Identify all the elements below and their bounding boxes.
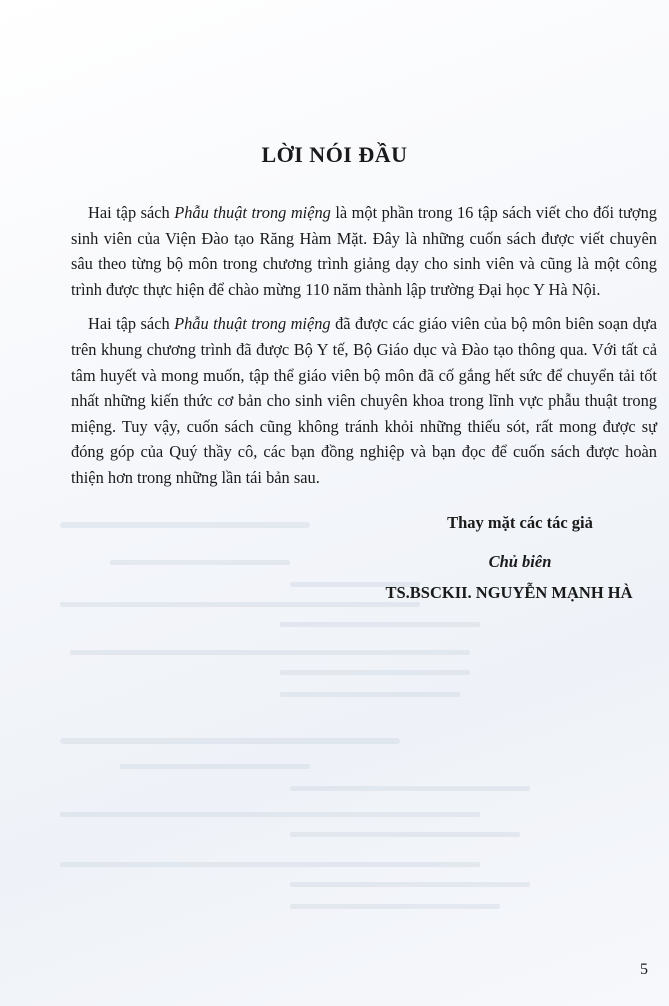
signature-name: TS.BSCKII. NGUYỄN MẠNH HÀ: [385, 583, 633, 602]
paragraph-2-text-start: Hai tập sách: [88, 314, 175, 334]
paragraph-1: [71, 200, 657, 302]
page-number: 5: [640, 961, 648, 978]
paragraph-2-book-title: Phẫu thuật trong miệng: [174, 314, 331, 334]
paragraph-2-text-end: đã được các giáo viên của bộ môn biên soạn dựa trên khung chương trình đã được Bộ Y tế, Bộ Giáo dục và Đào tạo thông qua. Với tất cả tâm huyết và mong muốn, tập thể giáo viên bộ môn đã cố gắng hết sức để chuyển tải tốt nhất những kiến thức cơ bản cho sinh viên chuyên khoa trong lĩnh vực phẫu thuật trong miệng. Tuy vậy, cuốn sách cũng không tránh khỏi những thiếu sót, rất mong được sự đóng góp của Quý thầy cô, các bạn đồng nghiệp và bạn đọc để cuốn sách được hoàn thiện hơn trong những lần tái bản sau.: [71, 314, 657, 487]
paragraph-1-text-end: là một phần trong 16 tập sách viết cho đối tượng sinh viên của Viện Đào tạo Răng Hàm Mặt. Đây là những cuốn sách được viết chuyên sâu theo từng bộ môn trong chương trình giảng dạy cho sinh viên và cũng là một công trình được thực hiện để chào mừng 110 năm thành lập trường Đại học Y Hà Nội.: [71, 203, 657, 299]
page-title: LỜI NÓI ĐẦU: [261, 142, 408, 167]
paragraph-1-text-start: Hai tập sách: [88, 203, 175, 222]
signature-on-behalf: Thay mặt các tác giả: [447, 513, 593, 532]
bleed-through-background: [0, 510, 669, 930]
paragraph-2: [71, 311, 657, 490]
paragraph-1-book-title: Phẫu thuật trong miệng: [174, 203, 331, 222]
signature-role: Chủ biên: [488, 552, 552, 571]
preface-body: [71, 200, 657, 500]
